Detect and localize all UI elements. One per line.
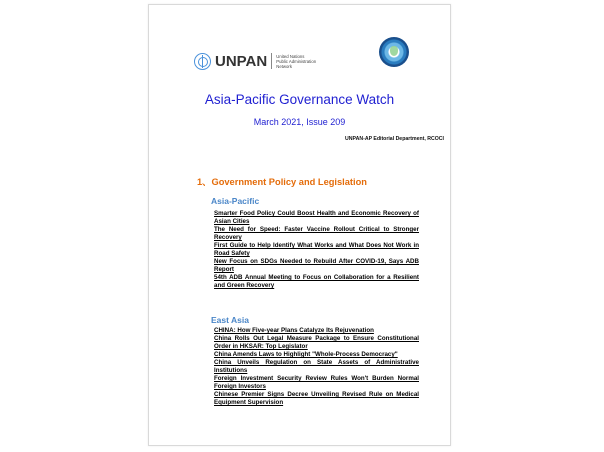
asia-pacific-news-list (214, 210, 419, 290)
news-link[interactable]: China Amends Laws to Highlight "Whole-Process Democracy" (214, 351, 398, 358)
region-heading-asia-pacific: Asia-Pacific (211, 196, 260, 206)
document-title: Asia-Pacific Governance Watch (204, 92, 395, 107)
unpan-logo (194, 51, 316, 71)
section-heading: 1、Government Policy and Legislation (197, 177, 367, 187)
news-link[interactable]: New Focus on SDGs Needed to Rebuild After COVID-19, Says ADB Report (214, 258, 419, 273)
region-heading-east-asia: East Asia (211, 315, 249, 325)
news-link[interactable]: Smarter Food Policy Could Boost Health and Economic Recovery of Asian Cities (214, 210, 419, 225)
news-link[interactable]: Chinese Premier Signs Decree Unveiling Revised Rule on Medical Equipment Supervision (214, 391, 419, 406)
news-link[interactable]: 54th ADB Annual Meeting to Focus on Collaboration for a Resilient and Green Recovery (214, 274, 419, 289)
department-label: UNPAN-AP Editorial Department, RCOCI (345, 136, 444, 142)
news-link[interactable]: CHINA: How Five-year Plans Catalyze Its Rejuvenation (214, 327, 374, 334)
logo-subtitle: United Nations Public Administration Network (276, 53, 317, 69)
news-link[interactable]: Foreign Investment Security Review Rules Won't Burden Normal Foreign Investors (214, 375, 419, 390)
issue-label: March 2021, Issue 209 (253, 117, 346, 127)
un-emblem-icon (194, 53, 211, 70)
logo-divider (271, 53, 272, 69)
document-page (148, 4, 451, 446)
rcoci-seal-icon (379, 37, 409, 67)
logo-text: UNPAN (215, 52, 268, 70)
news-link[interactable]: The Need for Speed: Faster Vaccine Rollout Critical to Stronger Recovery (214, 226, 419, 241)
news-link[interactable]: China Rolls Out Legal Measure Package to Ensure Constitutional Order in HKSAR: Top Legislator (214, 335, 419, 350)
news-link[interactable]: China Unveils Regulation on State Assets of Administrative Institutions (214, 359, 419, 374)
news-link[interactable]: First Guide to Help Identify What Works and What Does Not Work in Road Safety (214, 242, 419, 257)
east-asia-news-list (214, 327, 419, 407)
